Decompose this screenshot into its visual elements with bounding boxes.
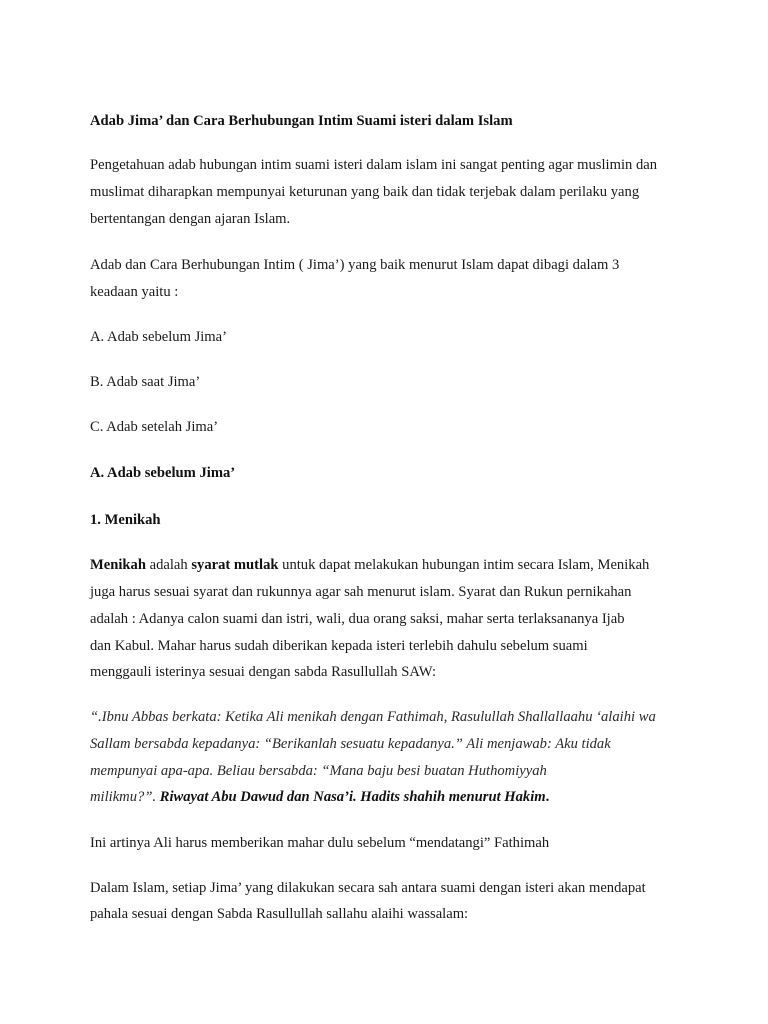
- hadith-period: .: [545, 789, 550, 805]
- intro-line-1: Pengetahuan adab hubungan intim suami isteri dalam islam ini sangat penting agar muslimin dan: [90, 157, 658, 173]
- menikah-line-5: menggauli isterinya sesuai dengan sabda Rasullullah SAW:: [90, 664, 437, 680]
- menikah-term: Menikah: [90, 557, 146, 573]
- hadith-source: Riwayat Abu Dawud dan Nasa’i. Hadits shahih menurut Hakim: [159, 789, 546, 805]
- menikah-line-4: dan Kabul. Mahar harus sudah diberikan kepada isteri terlebih dahulu sebelum suami: [90, 638, 588, 654]
- syarat-mutlak-term: syarat mutlak: [191, 557, 279, 573]
- division-line-2: keadaan yaitu :: [90, 284, 179, 300]
- menikah-line-1: [90, 555, 649, 575]
- menikah-text-a: adalah: [145, 557, 192, 573]
- section-heading: A. Adab sebelum Jima’: [90, 465, 236, 481]
- division-line-1: Adab dan Cara Berhubungan Intim ( Jima’) yang baik menurut Islam dapat dibagi dalam 3: [90, 257, 620, 273]
- hadith-end-text: milikmu?”.: [90, 789, 160, 805]
- list-item-a: A. Adab sebelum Jima’: [90, 329, 227, 345]
- menikah-line-3: adalah : Adanya calon suami dan istri, wali, dua orang saksi, mahar serta terlaksananya Ijab: [90, 611, 625, 627]
- list-item-c: C. Adab setelah Jima’: [90, 419, 219, 435]
- hadith-line-3: mempunyai apa-apa. Beliau bersabda: “Mana baju besi buatan Huthomiyyah: [90, 763, 547, 779]
- document-title: Adab Jima’ dan Cara Berhubungan Intim Suami isteri dalam Islam: [90, 113, 513, 129]
- intro-line-3: bertentangan dengan ajaran Islam.: [90, 211, 291, 227]
- closing-line-2: pahala sesuai dengan Sabda Rasullullah sallahu alaihi wassalam:: [90, 906, 469, 922]
- subsection-heading: 1. Menikah: [90, 512, 161, 528]
- list-item-b: B. Adab saat Jima’: [90, 374, 201, 390]
- explanation-line: Ini artinya Ali harus memberikan mahar dulu sebelum “mendatangi” Fathimah: [90, 835, 550, 851]
- intro-line-2: muslimat diharapkan mempunyai keturunan yang baik dan tidak terjebak dalam perilaku yang: [90, 184, 640, 200]
- hadith-line-2: Sallam bersabda kepadanya: “Berikanlah sesuatu kepadanya.” Ali menjawab: Aku tidak: [90, 736, 611, 752]
- closing-line-1: Dalam Islam, setiap Jima’ yang dilakukan secara sah antara suami dengan isteri akan mendapat: [90, 880, 646, 896]
- hadith-line-1: “.Ibnu Abbas berkata: Ketika Ali menikah dengan Fathimah, Rasulullah Shallallaahu ‘alaihi wa: [90, 709, 656, 725]
- hadith-line-4: [90, 787, 549, 807]
- menikah-line-2: juga harus sesuai syarat dan rukunnya agar sah menurut islam. Syarat dan Rukun pernikahan: [90, 584, 632, 600]
- menikah-text-b: untuk dapat melakukan hubungan intim secara Islam, Menikah: [278, 557, 650, 573]
